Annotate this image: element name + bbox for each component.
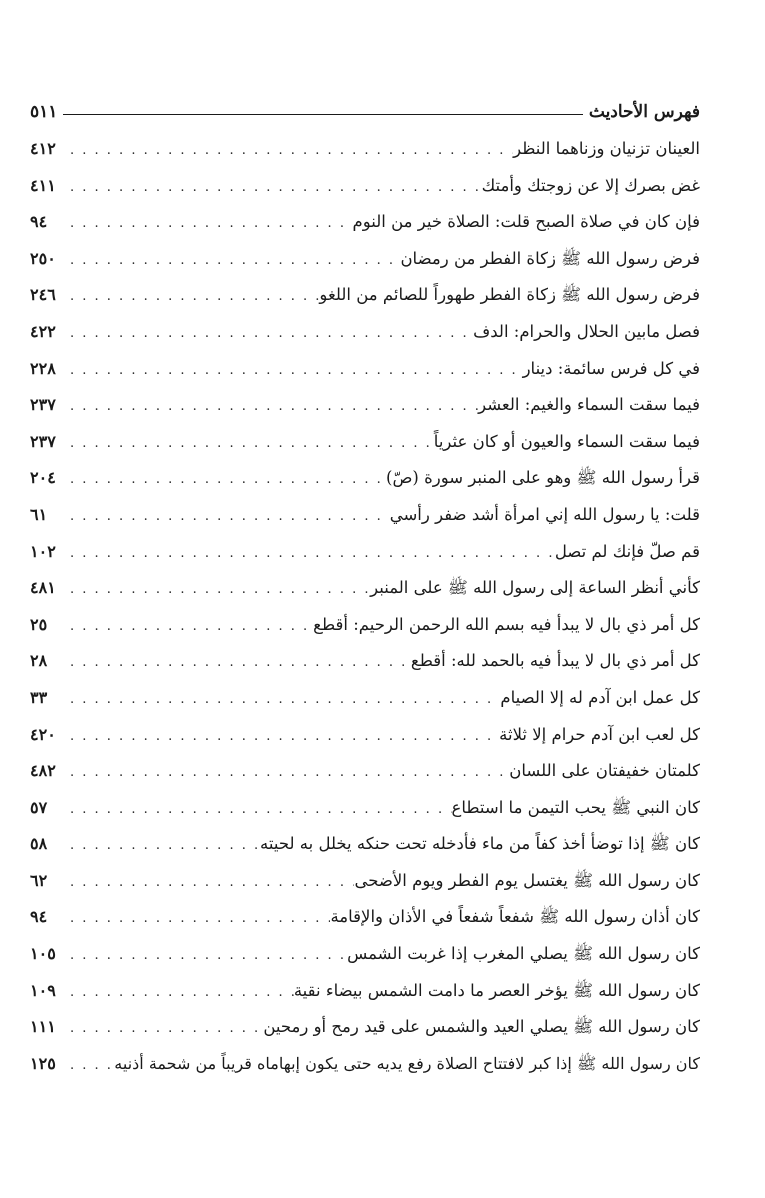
hadith-page-number: ٦٢ <box>30 870 48 890</box>
hadith-text: قم صلّ فإنك لم تصل <box>554 541 700 561</box>
hadith-index-list <box>30 131 700 1082</box>
hadith-page-number: ٢٥ <box>30 614 48 634</box>
hadith-page-number: ٥٨ <box>30 834 48 854</box>
hadith-page-number: ١٠٥ <box>30 944 56 964</box>
index-entry <box>30 1046 700 1083</box>
hadith-text: كل لعب ابن آدم حرام إلا ثلاثة <box>499 724 700 744</box>
hadith-page-number: ٢٥٠ <box>30 248 56 268</box>
page-title: فهرس الأحاديث <box>588 102 700 122</box>
dot-leader <box>64 536 555 571</box>
dot-leader <box>64 792 452 827</box>
hadith-page-number: ٢٨ <box>30 651 48 671</box>
hadith-text: فصل مابين الحلال والحرام: الدف <box>473 321 700 341</box>
index-entry <box>30 826 700 863</box>
dot-leader <box>64 243 400 278</box>
dot-leader <box>64 975 294 1010</box>
hadith-page-number: ١١١ <box>30 1017 56 1037</box>
hadith-text: كل أمر ذي بال لا يبدأ فيه بسم الله الرحمن الرحيم: أقطع <box>313 614 700 634</box>
index-entry <box>30 643 700 680</box>
index-entry <box>30 753 700 790</box>
index-entry <box>30 570 700 607</box>
dot-leader <box>64 719 499 754</box>
running-header <box>30 92 700 122</box>
hadith-page-number: ٢٠٤ <box>30 468 56 488</box>
hadith-page-number: ٥٧ <box>30 797 48 817</box>
index-entry <box>30 497 700 534</box>
hadith-text: كان رسول الله ﷺ يصلي العيد والشمس على قيد رمح أو رمحين <box>263 1017 700 1037</box>
hadith-page-number: ٢٣٧ <box>30 431 56 451</box>
hadith-text: كان رسول الله ﷺ يؤخر العصر ما دامت الشمس بيضاء نقية <box>293 980 700 1000</box>
hadith-text: غض بصرك إلا عن زوجتك وأمتك <box>481 175 700 195</box>
hadith-text: في كل فرس سائمة: دينار <box>522 358 700 378</box>
index-entry <box>30 424 700 461</box>
page-number: ٥١١ <box>30 102 58 122</box>
hadith-text: فرض رسول الله ﷺ زكاة الفطر من رمضان <box>400 248 700 268</box>
dot-leader <box>64 901 330 936</box>
index-entry <box>30 607 700 644</box>
dot-leader <box>64 938 347 973</box>
hadith-text: فيما سقت السماء والعيون أو كان عثرياً <box>433 431 700 451</box>
index-entry <box>30 790 700 827</box>
dot-leader <box>64 279 319 314</box>
hadith-text: قلت: يا رسول الله إني امرأة أشد ضفر رأسي <box>389 504 700 524</box>
header-rule <box>63 114 582 115</box>
index-entry <box>30 131 700 168</box>
index-entry <box>30 534 700 571</box>
index-entry <box>30 863 700 900</box>
hadith-page-number: ٣٣ <box>30 687 48 707</box>
hadith-text: كان ﷺ إذا توضأ أخذ كفاً من ماء فأدخله تحت حنكه يخلل به لحيته <box>260 834 700 854</box>
index-entry <box>30 936 700 973</box>
index-entry <box>30 717 700 754</box>
hadith-page-number: ٤١٢ <box>30 139 56 158</box>
hadith-text: العينان تزنيان وزناهما النظر <box>513 139 700 158</box>
hadith-text: قرأ رسول الله ﷺ وهو على المنبر سورة (صّ) <box>386 468 700 488</box>
hadith-page-number: ٢٤٦ <box>30 285 56 305</box>
hadith-page-number: ٤٨٢ <box>30 761 56 781</box>
index-entry <box>30 1009 700 1046</box>
index-entry <box>30 899 700 936</box>
hadith-text: كأني أنظر الساعة إلى رسول الله ﷺ على المنبر <box>370 578 700 598</box>
dot-leader <box>64 170 482 205</box>
hadith-page-number: ٩٤ <box>30 907 48 927</box>
index-entry <box>30 168 700 205</box>
dot-leader <box>64 572 370 607</box>
index-entry <box>30 204 700 241</box>
hadith-page-number: ١٠٩ <box>30 980 56 1000</box>
hadith-page-number: ٢٣٧ <box>30 395 56 415</box>
dot-leader <box>64 426 434 461</box>
hadith-page-number: ٤٨١ <box>30 578 56 598</box>
hadith-text: كان رسول الله ﷺ إذا كبر لافتتاح الصلاة رفع يديه حتى يكون إبهاماه قريباً من شحمة أذنيه <box>114 1053 700 1073</box>
hadith-text: كل عمل ابن آدم له إلا الصيام <box>500 687 700 707</box>
dot-leader <box>64 1048 114 1083</box>
hadith-page-number: ٤٢٢ <box>30 321 56 341</box>
dot-leader <box>64 499 390 534</box>
dot-leader <box>64 389 478 424</box>
dot-leader <box>64 206 353 241</box>
dot-leader <box>64 828 260 863</box>
hadith-page-number: ٩٤ <box>30 212 48 232</box>
dot-leader <box>64 682 500 717</box>
index-entry <box>30 680 700 717</box>
dot-leader <box>64 609 313 644</box>
dot-leader <box>64 865 354 900</box>
hadith-page-number: ٢٢٨ <box>30 358 56 378</box>
hadith-text: فإن كان في صلاة الصبح قلت: الصلاة خير من النوم <box>352 212 700 232</box>
hadith-text: فيما سقت السماء والغيم: العشر <box>478 395 700 415</box>
hadith-text: كان النبي ﷺ يحب التيمن ما استطاع <box>451 797 700 817</box>
index-page <box>30 92 700 1082</box>
hadith-page-number: ١٠٢ <box>30 541 56 561</box>
index-entry <box>30 387 700 424</box>
index-entry <box>30 351 700 388</box>
dot-leader <box>64 353 523 388</box>
index-entry <box>30 460 700 497</box>
dot-leader <box>64 133 513 168</box>
dot-leader <box>64 1011 263 1046</box>
dot-leader <box>64 755 509 790</box>
hadith-page-number: ٦١ <box>30 504 48 524</box>
hadith-page-number: ٤١١ <box>30 175 56 195</box>
dot-leader <box>64 645 411 680</box>
index-entry <box>30 314 700 351</box>
hadith-text: كل أمر ذي بال لا يبدأ فيه بالحمد لله: أقطع <box>410 651 700 671</box>
index-entry <box>30 241 700 278</box>
hadith-page-number: ١٢٥ <box>30 1053 56 1073</box>
hadith-text: كلمتان خفيفتان على اللسان <box>509 761 700 781</box>
dot-leader <box>64 316 473 351</box>
dot-leader <box>64 462 386 497</box>
hadith-text: كان رسول الله ﷺ يغتسل يوم الفطر ويوم الأضحى <box>354 870 700 890</box>
hadith-text: كان رسول الله ﷺ يصلي المغرب إذا غربت الشمس <box>347 944 700 964</box>
hadith-page-number: ٤٢٠ <box>30 724 56 744</box>
hadith-text: فرض رسول الله ﷺ زكاة الفطر طهوراً للصائم من اللغو <box>319 285 700 305</box>
index-entry <box>30 277 700 314</box>
hadith-text: كان أذان رسول الله ﷺ شفعاً شفعاً في الأذان والإقامة <box>330 907 700 927</box>
index-entry <box>30 973 700 1010</box>
